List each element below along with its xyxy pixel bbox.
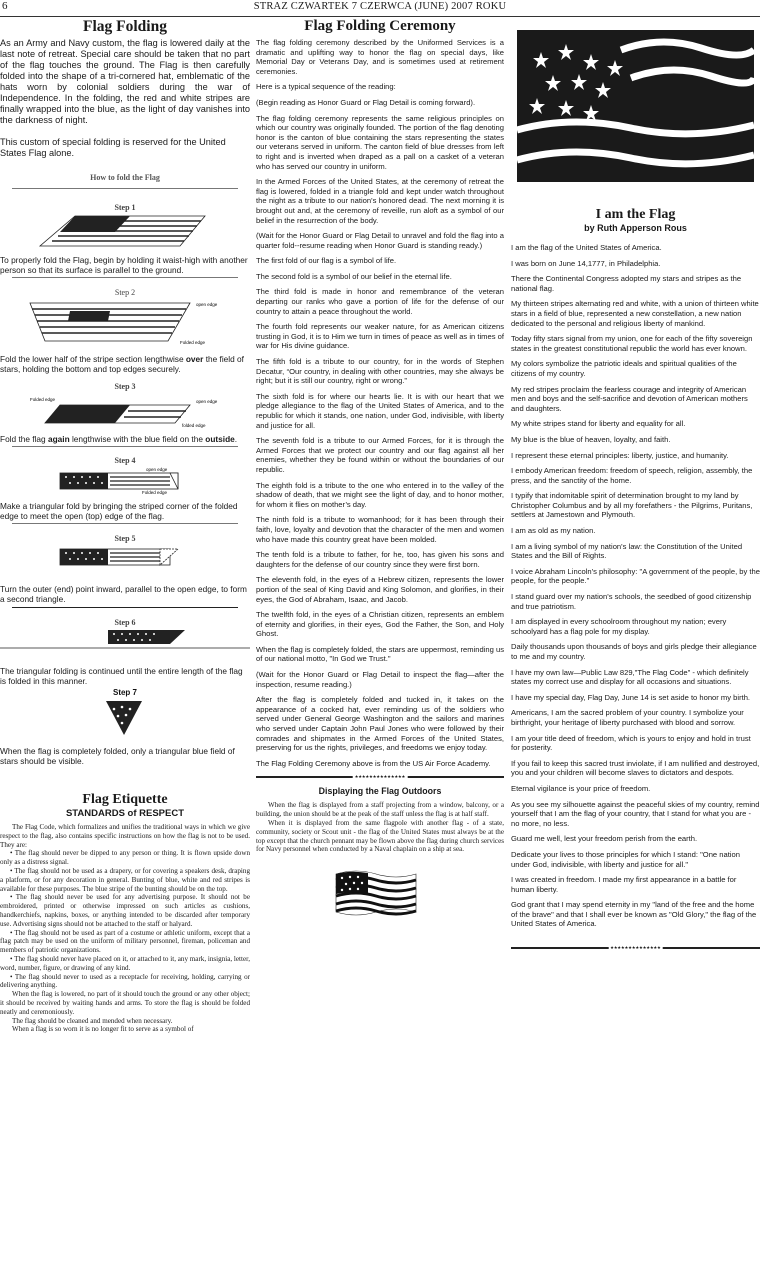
flag-folding-ceremony-column — [256, 18, 504, 923]
step-5-flag-illustration — [0, 543, 250, 571]
step-7-folded-flag-illustration — [0, 697, 250, 737]
page-header — [0, 0, 760, 17]
ceremony-paragraph: The Flag Folding Ceremony above is from the US Air Force Academy. — [256, 758, 491, 768]
step-3-title: Step 3 — [114, 382, 136, 391]
step-6-flag-illustration — [0, 627, 250, 649]
step-4-title: Step 4 — [114, 456, 136, 465]
etiquette-title: Flag Etiquette — [82, 792, 168, 807]
etiquette-paragraph: • The flag should never have placed on it, or attached to it, any mark, insignia, letter, word, number, figure, or drawing of any kind. — [0, 954, 250, 972]
poem-paragraph: I voice Abraham Lincoln's philosophy: "A government of the people, by the people, for the people." — [511, 566, 760, 586]
step-5-description: Turn the outer (end) point inward, parallel to the open edge, to form a second triangle. — [0, 584, 247, 604]
step-1-title: Step 1 — [114, 203, 136, 212]
ceremony-paragraph: The ninth fold is a tribute to womanhood; for it has been through their faith, love, loyalty and devotion that the character of the men and women who have made this country great have been molded. — [256, 515, 504, 544]
step-5-title: Step 5 — [114, 534, 136, 543]
page-number: 6 — [2, 0, 8, 12]
step-1-flag-illustration — [0, 212, 250, 250]
poem-paragraph: I am as old as my nation. — [511, 526, 596, 536]
etiquette-body — [0, 823, 250, 1034]
waving-flag-small — [256, 864, 504, 918]
step-4-folded-edge-label: Folded edge — [142, 490, 168, 495]
poem-body — [511, 243, 760, 929]
step-2-flag-illustration — [0, 297, 250, 347]
etiquette-paragraph: When the flag is lowered, no part of it should touch the ground or any other object; it should be received by waiting hands and arms. To store the flag is should be folded neatly and ceremoniously. — [0, 990, 250, 1016]
step-7-description: When the flag is completely folded, only a triangular blue field of stars should be visible. — [0, 746, 235, 766]
etiquette-paragraph: The Flag Code, which formalizes and unifies the traditional ways in which we give respect to the flag, also contains specific instructions on how the flag is not to be used. They are: — [0, 823, 250, 849]
poem-paragraph: Eternal vigilance is your price of freedom. — [511, 783, 651, 793]
ceremony-paragraph: (Begin reading as Honor Guard or Flag Detail is coming forward). — [256, 97, 476, 107]
etiquette-paragraph: When a flag is so worn it is no longer fit to serve as a symbol of — [12, 1025, 194, 1034]
poem-paragraph: I was created in freedom. I made my first appearance in a battle for human liberty. — [511, 875, 737, 894]
poem-paragraph: There the Continental Congress adopted my stars and stripes as the national flag. — [511, 274, 742, 293]
ceremony-body — [256, 38, 504, 768]
step-3-folded-edge-label: Folded edge — [30, 397, 56, 402]
waving-flag-image — [511, 30, 760, 182]
ceremony-paragraph: The eleventh fold, in the eyes of a Hebrew citizen, represents the lower portion of the seal of King David and King Solomon, and glorifies, in their eyes, the God of Abraham, Isaac, and Jacob. — [256, 575, 504, 604]
ceremony-paragraph: After the flag is completely folded and tucked in, it takes on the appearance of a cocked hat, ever reminding us of the soldiers who served under General George Washington and the sailors and marines who served under Captain John Paul Jones who were followed by their comrades and shipmates in the Armed Forces of the United States, preserving for us the rights, privileges, and freedoms we enjoy today. — [256, 695, 504, 753]
ceremony-paragraph: The twelfth fold, in the eyes of a Christian citizen, represents an emblem of eternity and glorifies, in their eyes, God the Father, the Son, and Holy Ghost. — [256, 610, 504, 639]
poem-paragraph: I was born on June 14,1777, in Philadelphia. — [511, 258, 661, 268]
poem-paragraph: I am the flag of the United States of America. — [511, 243, 662, 252]
step-6-description: The triangular folding is continued until the entire length of the flag is folded in this manner. — [0, 666, 243, 686]
step-3-open-edge-label: open edge — [196, 399, 218, 404]
step-4-open-edge-label: open edge — [146, 467, 168, 472]
poem-paragraph: Americans, I am the sacred problem of your country. I symbolize your birthright, your heritage of liberty purchased with blood and sorrow. — [511, 708, 744, 727]
poem-paragraph: As you see my silhouette against the peaceful skies of my country, remind yourself that I am the flag of your country, that I stand for what you are - no more, no less. — [511, 799, 760, 828]
divider — [12, 277, 238, 278]
ceremony-paragraph: The seventh fold is a tribute to our Armed Forces, for it is through the Armed Forces that we protect our country and our flag against all her enemies, whether they be found within or without the boundaries of our republic. — [256, 436, 504, 474]
poem-paragraph: I embody American freedom: freedom of speech, religion, assembly, the press, and the sanctity of the home. — [511, 466, 753, 485]
poem-paragraph: I have my own law—Public Law 829,"The Flag Code" - which definitely states my correct use and display for all occasions and situations. — [511, 667, 749, 687]
poem-paragraph: If you fail to keep this sacred trust inviolate, if I am nullified and destroyed, you and your children will become slaves to dictators and despots. — [511, 758, 760, 778]
ceremony-paragraph: The flag folding ceremony represents the same religious principles on which our country was originally founded. The portion of the flag denoting honor is the canton of blue containing the stars representing the states our veterans served in uniform. The canton field of blue dresses from left to right and is inverted when draped as a pall on a casket of a veteran who has served our country in uniform. — [256, 113, 504, 171]
divider — [12, 607, 238, 608]
ceremony-paragraph: The second fold is a symbol of our belief in the eternal life. — [256, 271, 452, 281]
ornament-divider: ★★★★★★★★★★★★★★ — [256, 774, 504, 780]
poem-paragraph: I have my special day, Flag Day, June 14 is set aside to honor my birth. — [511, 692, 751, 702]
step-1-description: To properly fold the Flag, begin by holding it waist-high with another person so that its surface is parallel to the ground. — [0, 255, 248, 275]
etiquette-paragraph: • The flag should never be used for any advertising purpose. It should not be embroidered, printed or otherwise impressed on such articles as cushions, handkerchiefs, napkins, boxes, or anything intended to be discarded after temporary use. Advertising signs should not be attached to the staff or halyard. — [0, 893, 250, 928]
poem-paragraph: My thirteen stripes alternating red and white, with a union of thirteen white stars in a field of blue, represented a new constellation, a new nation dedicated to the personal and religious liberty of mankind. — [511, 299, 759, 328]
ceremony-paragraph: The third fold is made in honor and remembrance of the veteran departing our ranks who gave a portion of life for the defense of our country to attain a peace throughout the world. — [256, 287, 504, 316]
poem-paragraph: I represent these eternal principles: liberty, justice, and humanity. — [511, 450, 729, 460]
step-3-description: Fold the flag again lengthwise with the blue field on the outside. — [0, 434, 238, 444]
etiquette-paragraph: The flag should be cleaned and mended when necessary. — [12, 1016, 173, 1025]
ceremony-paragraph: The fourth fold represents our weaker nature, for as American citizens trusting in God, it is to Him we turn in times of peace as well as in times of war for His divine guidance. — [256, 322, 504, 351]
step-2-open-edge-label: open edge — [196, 302, 218, 307]
poem-paragraph: Daily thousands upon thousands of boys and girls pledge their allegiance to me and my country. — [511, 642, 757, 661]
ceremony-paragraph: (Wait for the Honor Guard or Flag Detail to inspect the flag—after the inspection, resume reading.) — [256, 670, 504, 689]
step-3-flag-illustration — [0, 391, 250, 429]
poem-paragraph: My red stripes proclaim the fearless courage and integrity of American men and boys and the self-sacrifice and devotion of American mothers and daughters. — [511, 384, 748, 413]
poem-paragraph: I am a living symbol of my nation's law: the Constitution of the United States and the Bill of Rights. — [511, 541, 743, 561]
ceremony-title: Flag Folding Ceremony — [304, 18, 456, 34]
step-7-title: Step 7 — [112, 688, 137, 697]
etiquette-paragraph: • The flag should never to used as a receptacle for receiving, holding, carrying or delivering anything. — [0, 972, 250, 990]
poem-title: I am the Flag — [595, 207, 676, 222]
step-3-folded-edge-label-2: folded edge — [182, 423, 206, 428]
poem-byline: by Ruth Apperson Rous — [584, 223, 687, 233]
poem-paragraph: My colors symbolize the patriotic ideals and spiritual qualities of the citizens of my country. — [511, 359, 737, 378]
i-am-the-flag-column — [511, 18, 760, 955]
flag-folding-column — [0, 18, 250, 1034]
how-to-fold-heading: How to fold the Flag — [90, 173, 160, 182]
outdoors-body — [256, 801, 504, 854]
step-2-description: Fold the lower half of the stripe section lengthwise over the field of stars, holding the bottom and top edges securely. — [0, 354, 244, 374]
special-paragraph: This custom of special folding is reserved for the United States Flag alone. — [0, 137, 226, 158]
divider — [12, 446, 238, 447]
ceremony-paragraph: Here is a typical sequence of the reading: — [256, 82, 396, 92]
step-2-title: Step 2 — [114, 288, 136, 297]
poem-paragraph: I am your title deed of freedom, which is yours to enjoy and hold in trust for posterity. — [511, 733, 751, 753]
ceremony-paragraph: The sixth fold is for where our hearts lie. It is with our heart that we pledge allegiance to the flag of the United States of America, and to the republic for which it stands, one nation, under God, indivisible, with liberty and justice for all. — [256, 391, 504, 430]
etiquette-paragraph: • The flag should not be used as a drapery, or for covering a speakers desk, draping a platform, or for any decoration in general. Bunting of blue, white and red stripes is available for these purposes. The blue stripe of the bunting should be on the top. — [0, 866, 250, 893]
ceremony-paragraph: In the Armed Forces of the United States, at the ceremony of retreat the flag is lowered, folded in a triangle fold and kept under watch throughout the night as a tribute to our nation's honored dead. The next morning it is brought out and, at the ceremony of reveille, run aloft as a symbol of our belief in the resurrection of the body. — [256, 177, 504, 225]
step-4-flag-illustration — [0, 465, 250, 495]
ceremony-paragraph: The first fold of our flag is a symbol of life. — [256, 256, 397, 266]
poem-paragraph: Dedicate your lives to those principles for which I stand: "One nation under God, indivisible, with liberty and justice for all." — [511, 849, 740, 869]
step-6-title: Step 6 — [114, 618, 136, 627]
flag-folding-title: Flag Folding — [83, 18, 167, 35]
ceremony-paragraph: The tenth fold is a tribute to father, for he, too, has given his sons and daughters for the defense of our country since they were first born. — [256, 550, 504, 569]
ceremony-paragraph: The eighth fold is a tribute to the one who entered in to the valley of the shadow of death, that we might see the light of day, and to honor mother, for whom it flies on mother’s day. — [256, 480, 504, 509]
poem-paragraph: God grant that I may spend eternity in my "land of the free and the home of the brave" and that I shall ever be known as "Old Glory," the flag of the United States of America. — [511, 900, 757, 929]
divider — [12, 523, 238, 524]
ceremony-paragraph: When the flag is completely folded, the stars are uppermost, reminding us of our national motto, "In God we Trust." — [256, 644, 504, 664]
outdoors-paragraph: When the flag is displayed from a staff projecting from a window, balcony, or a building, the union should be at the peak of the staff unless the flag is at half staff. — [256, 801, 504, 819]
ornament-divider: ★★★★★★★★★★★★★★ — [511, 945, 760, 951]
step-4-description: Make a triangular fold by bringing the striped corner of the folded edge to meet the open (top) edge of the flag. — [0, 501, 238, 521]
poem-paragraph: I am displayed in every schoolroom throughout my nation; every schoolyard has a flag pole for my display. — [511, 617, 727, 636]
ceremony-paragraph: The flag folding ceremony described by the Uniformed Services is a dramatic and uplifting way to honor the flag on special days, like Memorial Day or Veterans Day, and is sometimes used at retirement ceremonies. — [256, 38, 504, 76]
poem-paragraph: Today fifty stars signal from my union, one for each of the fifty sovereign states in the greatest constitutional republic the world has ever known. — [511, 334, 753, 353]
divider — [12, 188, 238, 189]
outdoors-paragraph: When it is displayed from the same flagpole with another flag - of a state, community, society or Scout unit - the flag of the United States must always be at the top except that the church pennant may be flown above the flag during church services for Navy personnel when conducted by a Naval chaplain on a ship at sea. — [256, 819, 504, 854]
etiquette-subtitle: STANDARDS of RESPECT — [65, 808, 185, 819]
poem-paragraph: My white stripes stand for liberty and equality for all. — [511, 419, 686, 429]
etiquette-paragraph: • The flag should never be dipped to any person or thing. It is flown upside down only as a distress signal. — [0, 849, 250, 867]
ceremony-paragraph: (Wait for the Honor Guard or Flag Detail to unravel and fold the flag into a quarter fold--resume reading when Honor Guard is standing ready.) — [256, 231, 504, 250]
etiquette-paragraph: • The flag should not be used as part of a costume or athletic uniform, except that a flag patch may be used on the uniform of military personnel, fireman, policeman and members of patriotic organizations. — [0, 928, 250, 955]
intro-paragraph: As an Army and Navy custom, the flag is lowered daily at the last note of retreat. Special care should be taken that no part of the flag touches the ground. The Flag is then carefully folded into the shape of a tri-cornered hat, emblematic of the hats worn by colonial soldiers during the war of Independence. In the folding, the red and white stripes are finally wrapped into the blue, as the light of day vanishes into the darkness of night. — [0, 38, 250, 125]
poem-paragraph: I stand guard over my nation's schools, the seedbed of good citizenship and true patriotism. — [511, 592, 752, 611]
ceremony-paragraph: The fifth fold is a tribute to our country, for in the words of Stephen Decatur, “Our country, in dealing with other countries, may she always be right; but it is still our country, right or wrong.” — [256, 357, 504, 386]
poem-paragraph: I typify that indomitable spirit of determination brought to my land by Christopher Columbus and by all my forefathers - the Pilgrims, Puritans, settlers at Jamestown and Plymouth. — [511, 491, 753, 520]
outdoors-title: Displaying the Flag Outdoors — [318, 786, 442, 797]
step-2-folded-edge-label: Folded edge — [180, 340, 206, 345]
poem-paragraph: My blue is the blue of heaven, loyalty, and faith. — [511, 434, 671, 444]
poem-paragraph: Guard me well, lest your freedom perish from the earth. — [511, 834, 698, 844]
header-title: STRAZ CZWARTEK 7 CZERWCA (JUNE) 2007 ROKU — [253, 1, 507, 12]
